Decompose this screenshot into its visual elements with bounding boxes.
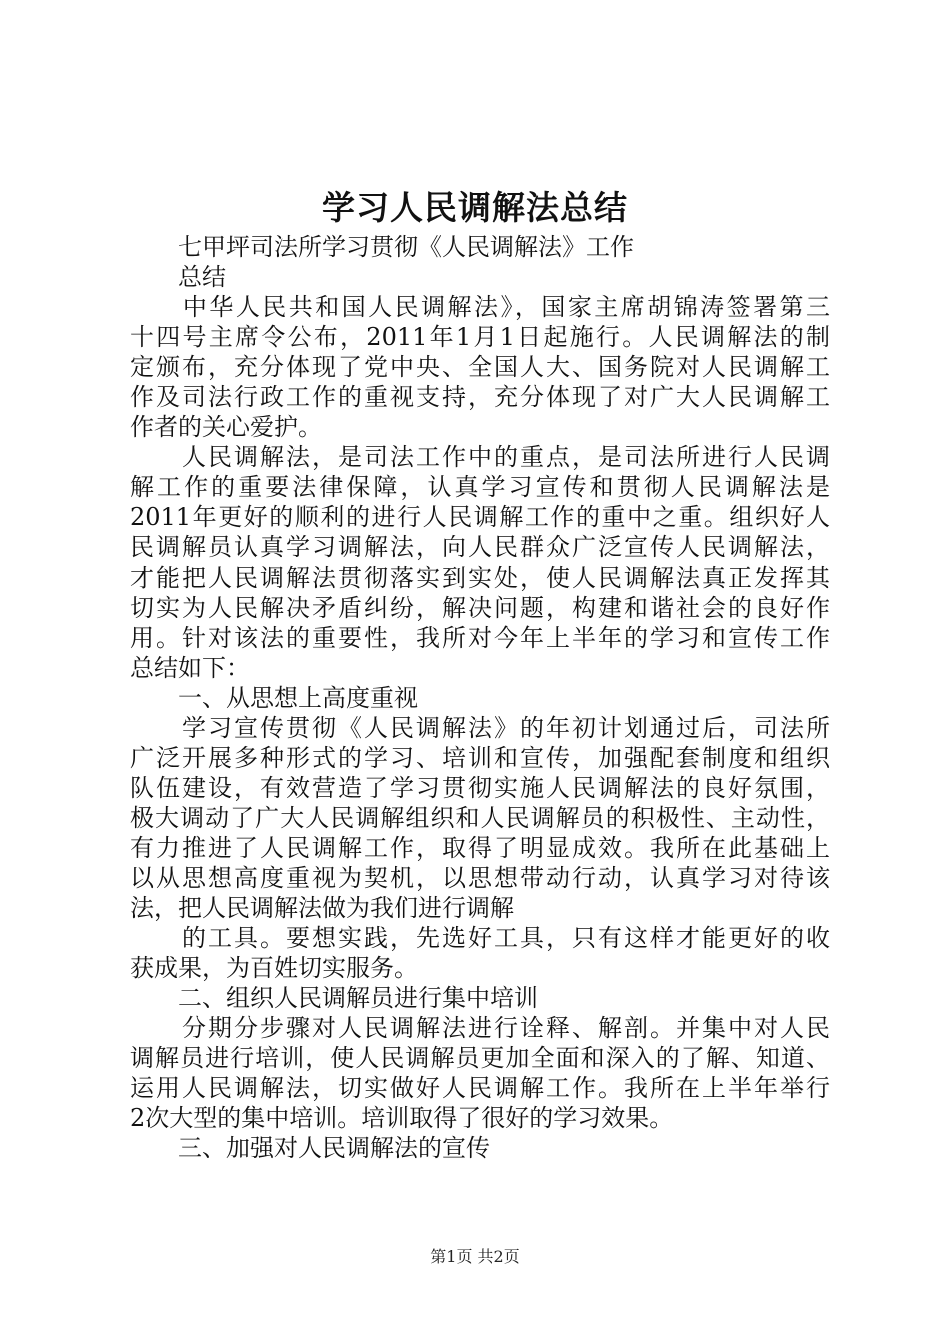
text-line: 解工作的重要法律保障，认真学习宣传和贯彻人民调解法是 xyxy=(130,473,830,502)
text-line: 作者的关心爱护。 xyxy=(130,413,322,442)
text-line: 调解员进行培训，使人民调解员更加全面和深入的了解、知道、 xyxy=(130,1044,830,1073)
document-title: 学习人民调解法总结 xyxy=(322,188,628,227)
text-line: 分期分步骤对人民调解法进行诠释、解剖。并集中对人民 xyxy=(130,1014,830,1043)
text-line: 总结如下： xyxy=(130,653,250,682)
text-line: 人民调解法，是司法工作中的重点，是司法所进行人民调 xyxy=(130,443,830,472)
text-line: 队伍建设，有效营造了学习贯彻实施人民调解法的良好氛围， xyxy=(130,773,830,802)
text-line: 十四号主席令公布，2011年1月1日起施行。人民调解法的制 xyxy=(130,323,830,352)
text-line: 作及司法行政工作的重视支持，充分体现了对广大人民调解工 xyxy=(130,383,830,412)
text-line: 中华人民共和国人民调解法》，国家主席胡锦涛签署第三 xyxy=(130,293,830,322)
text-line: 的工具。要想实践，先选好工具，只有这样才能更好的收 xyxy=(130,924,830,953)
text-line: 法，把人民调解法做为我们进行调解 xyxy=(130,894,514,923)
text-line: 民调解员认真学习调解法，向人民群众广泛宣传人民调解法， xyxy=(130,533,830,562)
text-line: 三、加强对人民调解法的宣传 xyxy=(130,1134,490,1163)
text-line: 极大调动了广大人民调解组织和人民调解员的积极性、主动性， xyxy=(130,803,830,832)
text-line: 才能把人民调解法贯彻落实到实处，使人民调解法真正发挥其 xyxy=(130,563,830,592)
page-footer: 第1页 共2页 xyxy=(430,1247,520,1266)
text-line: 以从思想高度重视为契机，以思想带动行动，认真学习对待该 xyxy=(130,863,830,892)
text-line: 运用人民调解法，切实做好人民调解工作。我所在上半年举行 xyxy=(130,1074,830,1103)
text-line: 学习宣传贯彻《人民调解法》的年初计划通过后，司法所 xyxy=(130,713,830,742)
text-line: 切实为人民解决矛盾纠纷，解决问题，构建和谐社会的良好作 xyxy=(130,593,830,622)
text-line: 七甲坪司法所学习贯彻《人民调解法》工作 xyxy=(130,233,634,261)
text-line: 2次大型的集中培训。培训取得了很好的学习效果。 xyxy=(130,1104,674,1133)
text-line: 获成果，为百姓切实服务。 xyxy=(130,954,418,983)
text-line: 用。针对该法的重要性，我所对今年上半年的学习和宣传工作 xyxy=(130,623,830,652)
document-body xyxy=(130,232,830,1163)
text-line: 一、从思想上高度重视 xyxy=(130,683,418,712)
text-line: 二、组织人民调解员进行集中培训 xyxy=(130,984,538,1013)
text-line: 有力推进了人民调解工作，取得了明显成效。我所在此基础上 xyxy=(130,833,830,862)
text-line: 2011年更好的顺利的进行人民调解工作的重中之重。组织好人 xyxy=(130,503,830,532)
text-line: 广泛开展多种形式的学习、培训和宣传，加强配套制度和组织 xyxy=(130,743,830,772)
text-line: 定颁布，充分体现了党中央、全国人大、国务院对人民调解工 xyxy=(130,353,830,382)
text-line: 总结 xyxy=(130,263,226,292)
